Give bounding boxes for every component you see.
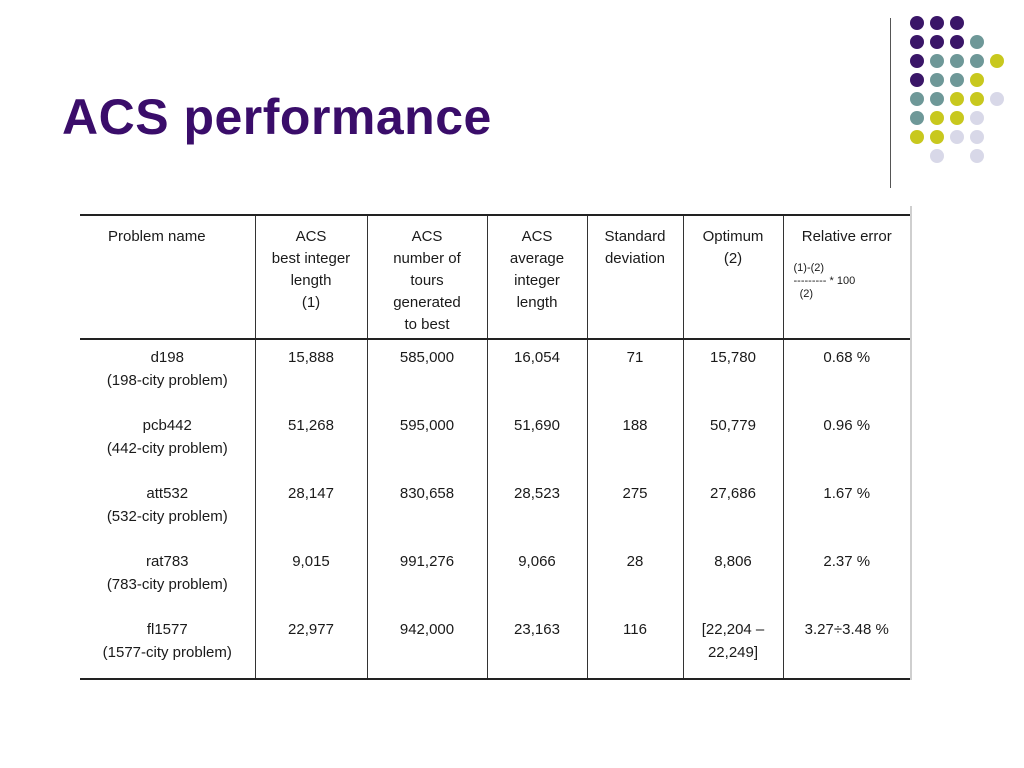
- relative-error-label: Relative error: [801, 228, 892, 245]
- decorative-dot: [910, 54, 924, 68]
- best-length-cell: 22,977: [255, 612, 367, 679]
- decorative-dot: [910, 111, 924, 125]
- optimum-cell: 15,780: [683, 339, 783, 408]
- table-row: [80, 476, 910, 544]
- average-length-cell: 16,054: [487, 339, 587, 408]
- slide-title: ACS performance: [62, 89, 492, 145]
- decorative-dot: [970, 73, 984, 87]
- decorative-dot: [930, 111, 944, 125]
- table-header-row: [80, 215, 910, 339]
- problem-name: rat783: [145, 553, 189, 570]
- std-deviation-cell: 28: [587, 544, 683, 612]
- decorative-dot: [910, 16, 924, 30]
- optimum-cell: 50,779: [683, 408, 783, 476]
- header-best-length: ACS best integer length (1): [255, 215, 367, 339]
- best-length-cell: 15,888: [255, 339, 367, 408]
- problem-name-cell: [80, 339, 255, 408]
- decorative-dot: [930, 35, 944, 49]
- performance-table: [80, 214, 910, 680]
- decorative-dot: [990, 54, 1004, 68]
- table-row: [80, 408, 910, 476]
- decorative-dot: [950, 92, 964, 106]
- problem-name: pcb442: [142, 417, 192, 434]
- decorative-dot: [930, 54, 944, 68]
- header-optimum: Optimum (2): [683, 215, 783, 339]
- relative-error-cell: 2.37 %: [783, 544, 910, 612]
- decorative-dot: [930, 92, 944, 106]
- std-deviation-cell: 71: [587, 339, 683, 408]
- tours-cell: 585,000: [367, 339, 487, 408]
- decorative-dot: [970, 149, 984, 163]
- optimum-cell: 27,686: [683, 476, 783, 544]
- tours-cell: 942,000: [367, 612, 487, 679]
- decorative-dot: [990, 92, 1004, 106]
- relative-error-formula: (1)-(2) --------- * 100 (2): [793, 262, 856, 300]
- tours-cell: 830,658: [367, 476, 487, 544]
- relative-error-cell: 0.68 %: [783, 339, 910, 408]
- decorative-dot: [950, 73, 964, 87]
- decorative-dot: [950, 35, 964, 49]
- problem-name: fl1577: [146, 621, 188, 638]
- decorative-dot-grid: [0, 0, 1024, 200]
- header-problem-name: Problem name: [80, 215, 255, 339]
- decorative-dot: [970, 35, 984, 49]
- decorative-dot: [910, 35, 924, 49]
- problem-name-cell: [80, 544, 255, 612]
- relative-error-cell: 0.96 %: [783, 408, 910, 476]
- problem-description: (198-city problem): [106, 372, 228, 389]
- header-relative-error: [783, 215, 910, 339]
- decorative-dot: [930, 73, 944, 87]
- average-length-cell: 23,163: [487, 612, 587, 679]
- optimum-cell: [22,204 – 22,249]: [683, 612, 783, 679]
- decorative-dot: [970, 54, 984, 68]
- decorative-dot: [950, 130, 964, 144]
- average-length-cell: 9,066: [487, 544, 587, 612]
- problem-name-cell: [80, 408, 255, 476]
- decorative-dot: [950, 111, 964, 125]
- relative-error-cell: 3.27÷3.48 %: [783, 612, 910, 679]
- relative-error-cell: 1.67 %: [783, 476, 910, 544]
- problem-description: (783-city problem): [106, 576, 228, 593]
- best-length-cell: 28,147: [255, 476, 367, 544]
- std-deviation-cell: 188: [587, 408, 683, 476]
- problem-name: att532: [146, 485, 189, 502]
- problem-name-cell: [80, 612, 255, 679]
- performance-table-container: [80, 214, 912, 680]
- decorative-dot: [930, 149, 944, 163]
- divider-line: [890, 18, 891, 188]
- problem-name-cell: [80, 476, 255, 544]
- problem-description: (532-city problem): [106, 508, 228, 525]
- decorative-dot: [910, 73, 924, 87]
- decorative-dot: [970, 130, 984, 144]
- decorative-dot: [970, 92, 984, 106]
- header-tours: ACS number of tours generated to best: [367, 215, 487, 339]
- problem-description: (442-city problem): [106, 440, 228, 457]
- best-length-cell: 9,015: [255, 544, 367, 612]
- tours-cell: 991,276: [367, 544, 487, 612]
- decorative-dot: [930, 130, 944, 144]
- decorative-dot: [910, 92, 924, 106]
- std-deviation-cell: 116: [587, 612, 683, 679]
- decorative-dot: [910, 130, 924, 144]
- problem-description: (1577-city problem): [102, 644, 232, 661]
- optimum-cell: 8,806: [683, 544, 783, 612]
- decorative-dot: [930, 16, 944, 30]
- average-length-cell: 51,690: [487, 408, 587, 476]
- std-deviation-cell: 275: [587, 476, 683, 544]
- table-edge: [910, 206, 912, 680]
- table-row: [80, 612, 910, 679]
- decorative-dot: [950, 54, 964, 68]
- tours-cell: 595,000: [367, 408, 487, 476]
- header-std-deviation: Standard deviation: [587, 215, 683, 339]
- average-length-cell: 28,523: [487, 476, 587, 544]
- table-row: [80, 544, 910, 612]
- best-length-cell: 51,268: [255, 408, 367, 476]
- problem-name: d198: [150, 349, 184, 366]
- header-average-length: ACS average integer length: [487, 215, 587, 339]
- table-row: [80, 339, 910, 408]
- decorative-dot: [950, 16, 964, 30]
- decorative-dot: [970, 111, 984, 125]
